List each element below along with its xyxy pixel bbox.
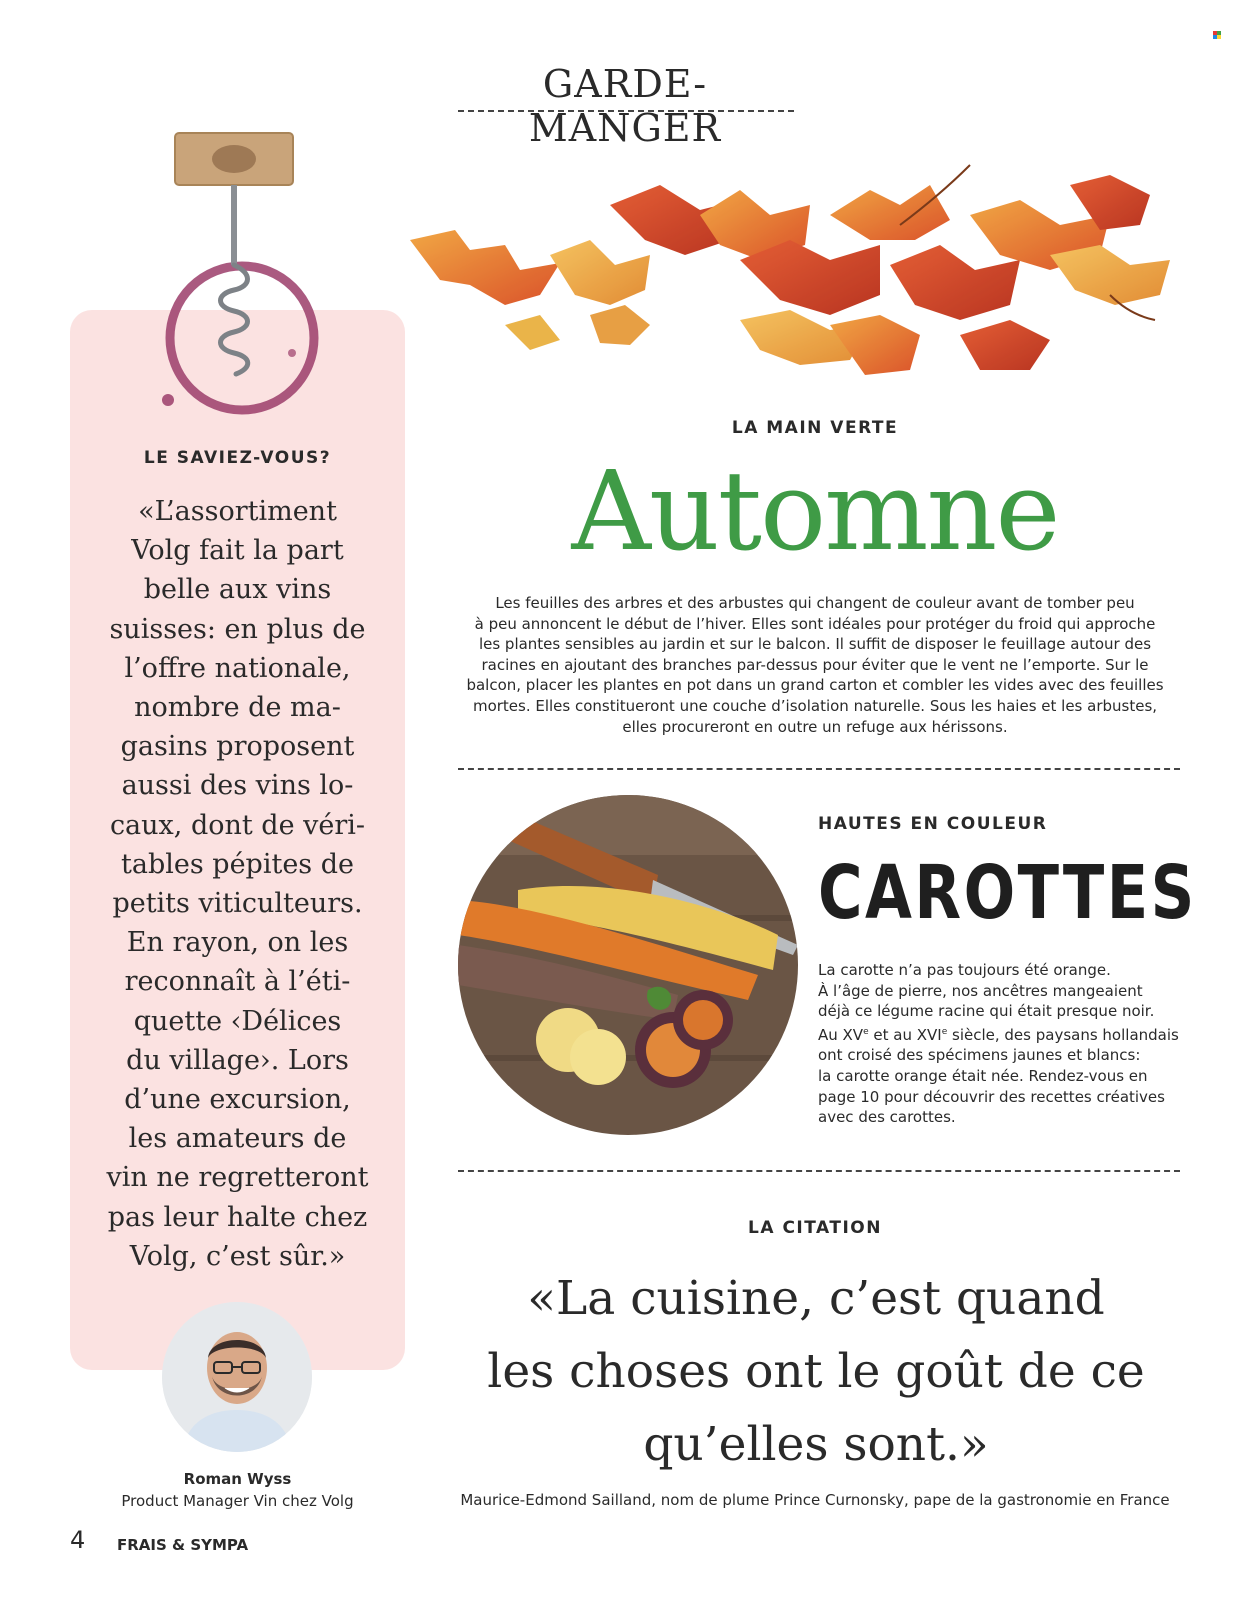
author-portrait <box>162 1302 312 1452</box>
sidebar-quote <box>84 492 391 1276</box>
sidebar-quote-line: l’offre nationale, <box>124 652 351 684</box>
sidebar-quote-line: d’une excursion, <box>124 1084 351 1116</box>
sidebar-quote-line: belle aux vins <box>143 574 332 606</box>
sidebar-quote-line: reconnaît à l’éti- <box>124 966 351 998</box>
section-title: GARDE-MANGER <box>528 62 722 150</box>
autumn-body-line: balcon, placer les plantes en pot dans un grand carton et combler les vides avec des feuilles <box>466 676 1164 695</box>
sidebar-quote-line: En rayon, on les <box>126 927 349 959</box>
autumn-headline: Automne <box>571 447 1059 575</box>
autumn-leaves-image <box>410 145 1210 410</box>
citation-source: Maurice-Edmond Sailland, nom de plume Prince Curnonsky, pape de la gastronomie en France <box>460 1491 1170 1509</box>
carrots-body-line <box>818 1022 1188 1046</box>
carrots-body-line: déjà ce légume racine qui était presque noir. <box>818 1002 1155 1021</box>
autumn-body-line: à peu annoncent le début de l’hiver. Elles sont idéales pour protéger du froid qui approche <box>474 614 1156 633</box>
autumn-body <box>460 593 1170 737</box>
autumn-body-line: racines en ajoutant des branches par-dessus pour éviter que le vent ne l’emporte. Sur le <box>481 655 1149 674</box>
carrots-body-line: La carotte n’a pas toujours été orange. <box>818 961 1111 979</box>
carrots-body-line: avec des carottes. <box>818 1108 956 1127</box>
carrots-body <box>818 960 1188 1128</box>
sidebar-quote-line: vin ne regretteront <box>106 1162 369 1194</box>
sidebar-quote-line: les amateurs de <box>128 1123 347 1155</box>
sidebar-quote-line: Volg fait la part <box>131 535 344 567</box>
sidebar-quote-line: gasins proposent <box>120 731 355 763</box>
sidebar-quote-line: petits viticulteurs. <box>112 888 363 920</box>
author-role: Product Manager Vin chez Volg <box>121 1492 354 1510</box>
citation-quote-line: «La cuisine, c’est quand <box>527 1271 1105 1326</box>
autumn-body-line: mortes. Elles constitueront une couche d’isolation naturelle. Sous les haies et les arbustes, <box>472 696 1158 715</box>
citation-kicker: LA CITATION <box>748 1218 882 1238</box>
sidebar-quote-line: suisses: en plus de <box>109 613 366 645</box>
author-name: Roman Wyss <box>183 1470 292 1488</box>
sidebar-quote-line: nombre de ma- <box>134 692 341 724</box>
citation-quote-line: les choses ont le goût de ce <box>487 1344 1145 1399</box>
citation-quote-line: qu’elles sont.» <box>643 1417 989 1472</box>
carrots-body-line: ont croisé des spécimens jaunes et blancs: <box>818 1046 1141 1065</box>
century-middle: et au XVI <box>868 1025 942 1044</box>
section-title-rule <box>458 110 794 112</box>
section-divider <box>458 768 1180 770</box>
carrots-body-line: page 10 pour découvrir des recettes créatives <box>818 1087 1165 1106</box>
corkscrew-illustration <box>160 128 330 428</box>
century-prefix: Au XV <box>818 1025 864 1044</box>
page-number: 4 <box>70 1526 86 1554</box>
carrots-photo <box>458 795 798 1135</box>
carrots-kicker: HAUTES EN COULEUR <box>818 814 1048 834</box>
carrots-body-line: la carotte orange était née. Rendez-vous en <box>818 1066 1148 1085</box>
sidebar-quote-line: Volg, c’est sûr.» <box>129 1240 346 1272</box>
sidebar-quote-line: quette ‹Délices <box>133 1005 342 1037</box>
citation-quote <box>460 1262 1172 1481</box>
carrots-headline: CAROTTES <box>818 850 1197 936</box>
autumn-body-line: elles procureront en outre un refuge aux hérissons. <box>622 717 1008 736</box>
autumn-body-line: les plantes sensibles au jardin et sur le balcon. Il suffit de disposer le feuillage autour des <box>478 635 1152 654</box>
sidebar-heading: LE SAVIEZ-VOUS? <box>143 448 332 468</box>
sidebar-quote-line: «L’assortiment <box>138 496 337 527</box>
century-superscript: e <box>863 1026 869 1037</box>
sidebar-quote-line: pas leur halte chez <box>107 1201 368 1233</box>
magazine-name: FRAIS & SYMPA <box>117 1536 249 1554</box>
color-registration-icon <box>1213 31 1221 39</box>
sidebar-quote-line: aussi des vins lo- <box>121 770 354 802</box>
sidebar-quote-line: du village›. Lors <box>126 1044 349 1076</box>
carrots-body-line: À l’âge de pierre, nos ancêtres mangeaient <box>818 981 1143 1000</box>
autumn-body-line: Les feuilles des arbres et des arbustes qui changent de couleur avant de tomber peu <box>495 594 1135 612</box>
century-suffix: siècle, des paysans hollandais <box>947 1025 1179 1044</box>
autumn-kicker: LA MAIN VERTE <box>731 418 899 438</box>
century-superscript: e <box>941 1026 948 1037</box>
section-divider <box>458 1170 1180 1172</box>
sidebar-quote-line: caux, dont de véri- <box>109 809 366 841</box>
sidebar-quote-line: tables pépites de <box>121 848 354 880</box>
